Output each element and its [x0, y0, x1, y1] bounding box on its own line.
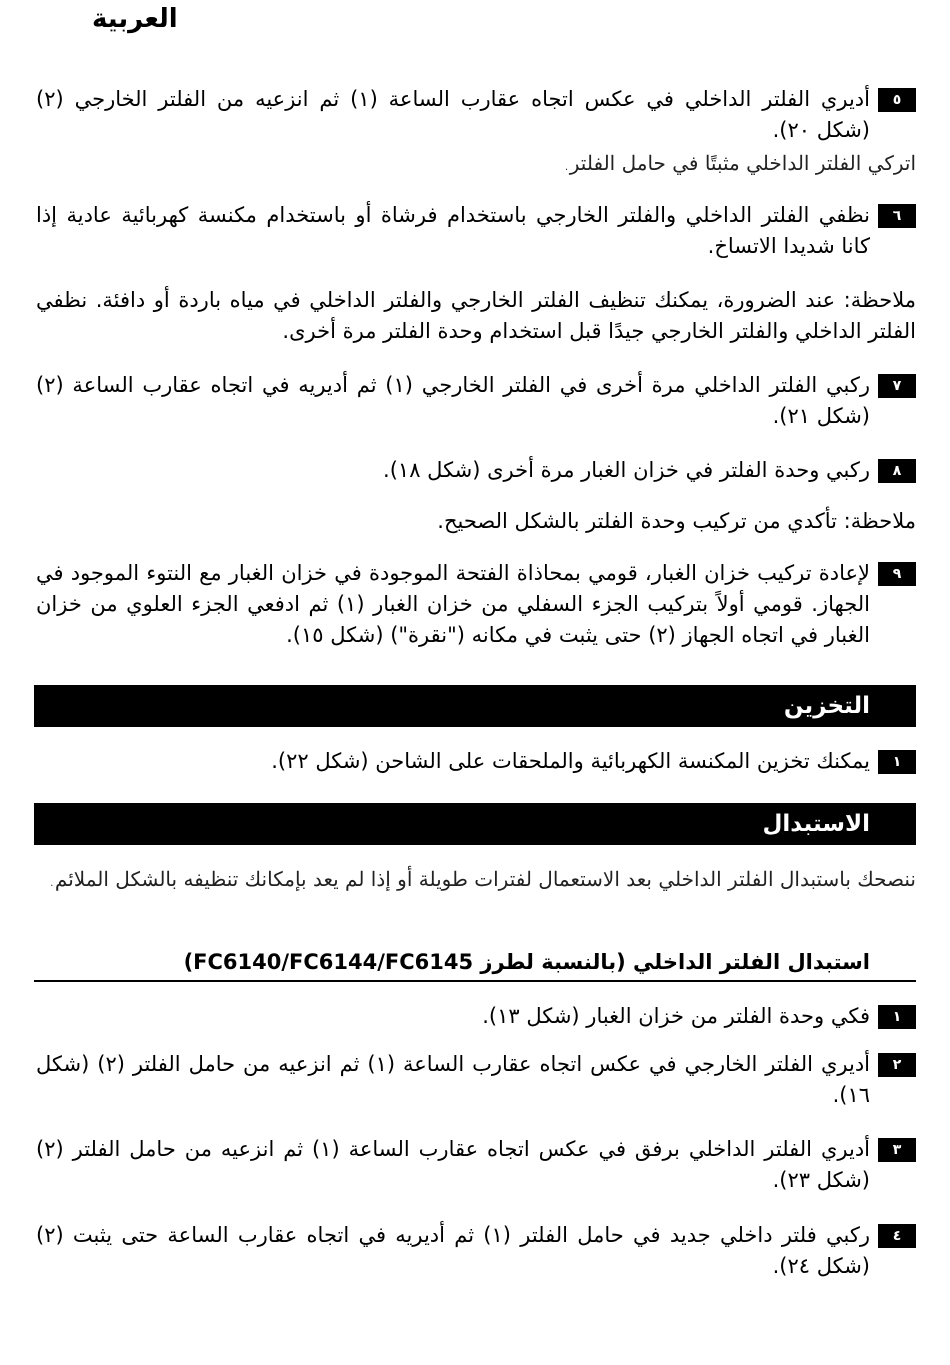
step-text: أديري الفلتر الداخلي برفق في عكس اتجاه عقارب الساعة (١) ثم انزعيه من حامل الفلتر (٢) (شكل ٢٣). — [36, 1137, 871, 1192]
language-heading: العربية — [92, 4, 178, 34]
step-text: ركبي الفلتر الداخلي مرة أخرى في الفلتر الخارجي (١) ثم أديريه في اتجاه عقارب الساعة (٢) (شكل ٢١). — [36, 373, 870, 428]
keep-inner-filter-note: اتركي الفلتر الداخلي مثبتًا في حامل الفلتر. — [563, 151, 916, 175]
replacement-intro: ننصحك باستبدال الفلتر الداخلي بعد الاستعمال لفترات طويلة أو إذا لم يعد بإمكانك تنظيفه بالشكل الملائم. — [48, 867, 916, 891]
storage-section-heading: التخزين — [34, 685, 916, 727]
installation-note: ملاحظة: تأكدي من تركيب وحدة الفلتر بالشكل الصحيح. — [437, 509, 916, 533]
inner-filter-replacement-subheading: استبدال الفلتر الداخلي (بالنسبة لطرز FC6140/FC6144/FC6145) — [34, 944, 916, 982]
step-5 — [36, 84, 916, 146]
step-number: ٧ — [878, 374, 916, 398]
step-text: لإعادة تركيب خزان الغبار، قومي بمحاذاة الفتحة الموجودة في خزان الغبار مع النتوء الموجود في الجهاز. قومي أولاً بتركيب الجزء السفلي من خزان الغبار (١) ثم ادفعي الجزء العلوي من خزان الغبار في اتجاه الجهاز (٢) حتى يثبت في مكانه ("نقرة") (شكل ١٥). — [36, 561, 870, 647]
step-number: ١ — [878, 1005, 916, 1029]
step-text: ركبي وحدة الفلتر في خزان الغبار مرة أخرى (شكل ١٨). — [383, 458, 870, 482]
replacement-step-3 — [36, 1134, 916, 1196]
step-6 — [36, 200, 916, 262]
step-text: ركبي فلتر داخلي جديد في حامل الفلتر (١) ثم أديريه في اتجاه عقارب الساعة حتى يثبت (٢) (شكل ٢٤). — [36, 1223, 870, 1278]
step-text: أديري الفلتر الداخلي في عكس اتجاه عقارب الساعة (١) ثم انزعيه من الفلتر الخارجي (٢) (شكل ٢٠). — [36, 87, 870, 142]
step-number: ٤ — [878, 1224, 916, 1248]
replacement-step-2 — [36, 1049, 916, 1111]
step-number: ٣ — [878, 1138, 916, 1162]
replacement-step-1 — [36, 1001, 916, 1032]
cleaning-note: ملاحظة: عند الضرورة، يمكنك تنظيف الفلتر الخارجي والفلتر الداخلي في مياه باردة أو دافئة. نظفي الفلتر الداخلي والفلتر الخارجي جيدًا قبل استخدام وحدة الفلتر مرة أخرى. — [36, 288, 916, 343]
step-8 — [36, 455, 916, 486]
step-number: ٨ — [878, 459, 916, 483]
replacement-step-4 — [36, 1220, 916, 1282]
step-7 — [36, 370, 916, 432]
step-text: فكي وحدة الفلتر من خزان الغبار (شكل ١٣). — [482, 1004, 870, 1028]
step-9 — [36, 558, 916, 651]
step-number: ٥ — [878, 88, 916, 112]
step-number: ٢ — [878, 1053, 916, 1077]
storage-step-1 — [36, 746, 916, 777]
step-number: ٦ — [878, 204, 916, 228]
step-number: ١ — [878, 750, 916, 774]
replacement-section-heading: الاستبدال — [34, 803, 916, 845]
step-number: ٩ — [878, 562, 916, 586]
step-text: نظفي الفلتر الداخلي والفلتر الخارجي باستخدام فرشاة أو باستخدام مكنسة كهربائية عادية إذا كانا شديدا الاتساخ. — [36, 203, 870, 258]
step-text: أديري الفلتر الخارجي في عكس اتجاه عقارب الساعة (١) ثم انزعيه من حامل الفلتر (٢) (شكل ١٦). — [36, 1052, 870, 1107]
step-text: يمكنك تخزين المكنسة الكهربائية والملحقات على الشاحن (شكل ٢٢). — [271, 749, 870, 773]
